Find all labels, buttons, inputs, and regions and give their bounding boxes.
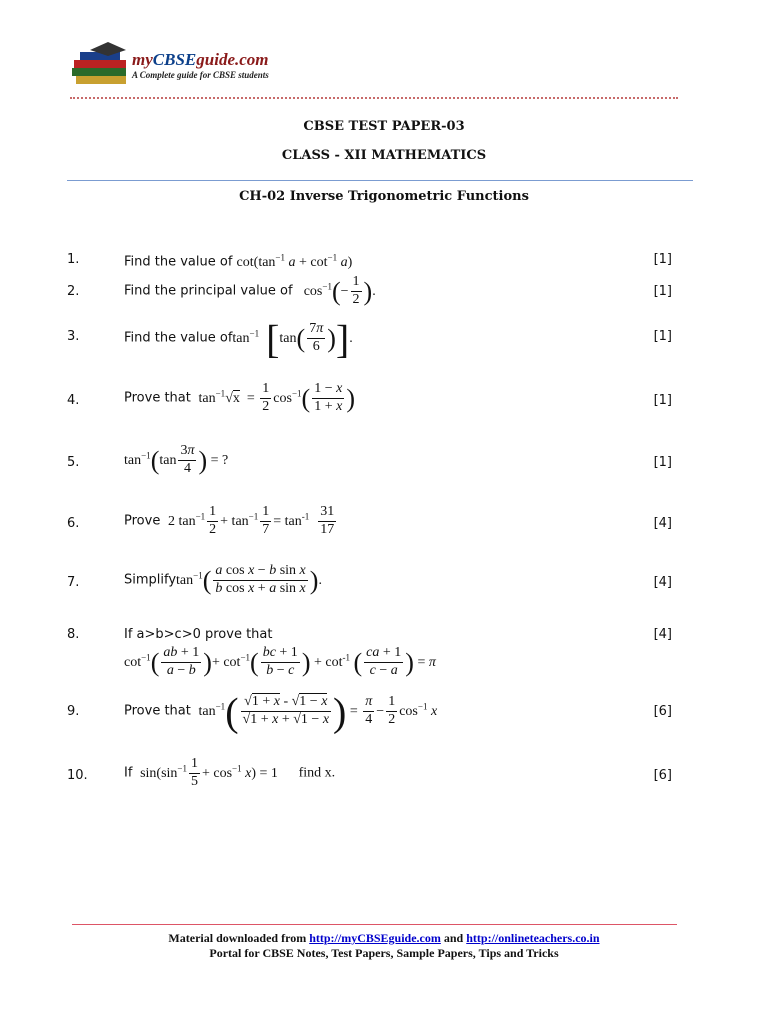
- math-expression: $\cos^{-1}(-$ $\frac{1}{2}$ ).: [296, 274, 376, 307]
- question-body: [124, 252, 352, 271]
- math-expression: $\tan^{-1}$( $\frac{√1 + x - √1 - x}{√1 + x + √1 - x}$ ) = $\frac{\pi}{4}$ − $\frac{1}{2}$ $\cos^{-1} x$: [195, 689, 438, 734]
- footer-text: Material downloaded from: [168, 931, 307, 945]
- math-expression: 2 $\tan^{-1}$ $\frac{1}{2}$ + $\tan^{-1}$ $\frac{1}{7}$ = $\tan^{-1}$ $\frac{31}{17}$: [164, 504, 335, 537]
- footer-line-1: [0, 931, 768, 946]
- question-number: 3.: [67, 329, 80, 344]
- question-text: Find the value of: [124, 330, 233, 346]
- question-text: Prove: [124, 513, 161, 529]
- footer-text: and: [443, 931, 464, 945]
- question-number: 8.: [67, 627, 80, 642]
- math-expression: $\tan^{-1}(\tan$ $\frac{3\pi}{4}$ ) = ?: [124, 443, 229, 476]
- question-number: 2.: [67, 284, 80, 299]
- mycbseguide-link[interactable]: http://myCBSEguide.com: [309, 931, 441, 945]
- question-body: [124, 756, 335, 791]
- paper-title: CBSE TEST PAPER-03: [303, 119, 465, 134]
- question-text: If a>b>c>0 prove that: [124, 627, 273, 642]
- question-marks: [4]: [653, 627, 672, 642]
- chapter-title: CH-02 Inverse Trigonometric Functions: [239, 189, 529, 204]
- question-body: [124, 443, 228, 478]
- question-number: 1.: [67, 252, 80, 267]
- class-title: CLASS - XII MATHEMATICS: [281, 148, 487, 163]
- onlineteachers-link[interactable]: http://onlineteachers.co.in: [466, 931, 600, 945]
- brand-tagline: A Complete guide for CBSE students: [132, 70, 269, 80]
- site-logo: [70, 40, 300, 95]
- question-body: [124, 274, 376, 309]
- question-marks: [1]: [653, 252, 672, 267]
- question-text: Prove that: [124, 390, 191, 406]
- question-marks: [4]: [653, 575, 672, 590]
- math-expression: $\cot(\tan^{-1}$ $a + \cot^{-1} a$): [236, 252, 353, 270]
- question-marks: [6]: [653, 704, 672, 719]
- question-text: If: [124, 765, 133, 781]
- math-expression: $\cot^{-1}$( $\frac{ab + 1}{a - b}$ )+ $\cot^{-1}$( $\frac{bc + 1}{b - c}$ ) + $\cot^{-1}$ ( $\frac{ca + 1}{c - a}$ ) = π: [124, 645, 436, 678]
- question-body: [124, 688, 437, 735]
- question-marks: [1]: [653, 393, 672, 408]
- footer-divider: [72, 924, 677, 925]
- question-text-suffix: find x.: [298, 765, 336, 781]
- question-text: Find the value of: [124, 254, 233, 270]
- footer-line-2: Portal for CBSE Notes, Test Papers, Sample Papers, Tips and Tricks: [209, 946, 559, 960]
- title-divider: [67, 180, 693, 181]
- math-expression: $\tan^{-1}√x$ = $\frac{1}{2}$ $\cos^{-1}$( $\frac{1 - x}{1 + x}$ ): [195, 381, 355, 414]
- question-body: [124, 315, 353, 362]
- question-body: [124, 504, 338, 539]
- math-expression: $\sin(\sin^{-1}$ $\frac{1}{5}$ + $\cos^{-1} x) = 1$: [136, 756, 278, 789]
- question-marks: [1]: [653, 455, 672, 470]
- question-text: Prove that: [124, 703, 191, 719]
- question-marks: [4]: [653, 516, 672, 531]
- question-number: 10.: [67, 768, 88, 783]
- question-number: 7.: [67, 575, 80, 590]
- header-divider: [70, 97, 678, 99]
- question-number: 5.: [67, 455, 80, 470]
- question-body: [124, 563, 322, 598]
- question-marks: [1]: [653, 329, 672, 344]
- math-expression: $\tan^{-1}$( $\frac{\text{a cos x − b sin x}}{\text{b cos x + a sin x}}$ ).: [176, 563, 322, 596]
- question-text: Simplify: [124, 572, 177, 588]
- question-marks: [6]: [653, 768, 672, 783]
- question-number: 4.: [67, 393, 80, 408]
- question-text: Find the principal value of: [124, 283, 293, 299]
- question-number: 9.: [67, 704, 80, 719]
- question-body: [124, 381, 355, 416]
- math-expression: $\tan^{-1} [\tan$( $\frac{7\pi}{6}$ )].: [232, 316, 353, 361]
- brand-name: myCBSEguide.com: [132, 50, 269, 69]
- books-logo-icon: [70, 40, 130, 90]
- question-marks: [1]: [653, 284, 672, 299]
- question-body: [124, 645, 436, 680]
- question-number: 6.: [67, 516, 80, 531]
